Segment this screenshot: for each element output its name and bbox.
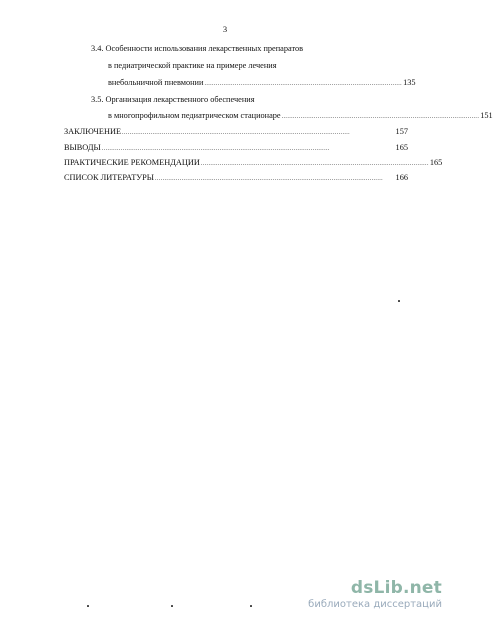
toc-entry-text: ЗАКЛЮЧЕНИЕ xyxy=(64,127,122,136)
watermark-logo: dsLib.net xyxy=(350,578,442,598)
toc-entry-text: СПИСОК ЛИТЕРАТУРЫ xyxy=(64,173,155,182)
toc-entry-page: 157 xyxy=(395,127,408,136)
toc-entry-3-4-cont xyxy=(108,61,277,71)
toc-entry-3-4-end xyxy=(108,78,416,88)
toc-entry-text: в педиатрической практике на примере лечения xyxy=(108,61,277,70)
toc-entry-text: внебольничной пневмонии xyxy=(108,78,204,87)
toc-entry-references xyxy=(64,173,408,183)
scan-speck xyxy=(250,605,252,607)
toc-entry-text: ВЫВОДЫ xyxy=(64,143,101,152)
toc-entry-findings xyxy=(64,143,408,153)
toc-entry-3-4 xyxy=(91,44,303,54)
scan-speck xyxy=(171,605,173,607)
toc-entry-text: ПРАКТИЧЕСКИЕ РЕКОМЕНДАЦИИ xyxy=(64,158,200,167)
toc-leader: ........................................................................................................ xyxy=(281,114,480,120)
toc-entry-page: 165 xyxy=(395,143,408,152)
toc-leader: ........................................................................................................................ xyxy=(155,176,384,182)
watermark-subtitle: библиотека диссертаций xyxy=(308,599,442,610)
toc-entry-page: 166 xyxy=(395,173,408,182)
toc-entry-text: 3.4. Особенности использования лекарственных препаратов xyxy=(91,44,304,53)
toc-entry-text: в многопрофильном педиатрическом стационаре xyxy=(108,111,281,120)
toc-entry-3-5-end xyxy=(108,111,493,121)
toc-entry-text: 3.5. Организация лекарственного обеспечения xyxy=(91,95,255,104)
toc-leader: ........................................................................................................................ xyxy=(101,146,330,152)
toc-leader: ........................................................................................................ xyxy=(204,81,403,87)
toc-entry-recommendations xyxy=(64,158,443,168)
watermark xyxy=(302,578,442,610)
toc-entry-conclusion xyxy=(64,127,408,137)
toc-leader: ........................................................................................................................ xyxy=(122,130,351,136)
toc-entry-page: 165 xyxy=(429,158,443,167)
toc-entry-3-5 xyxy=(91,95,255,105)
page-number: 3 xyxy=(222,24,228,34)
scan-speck xyxy=(398,300,400,302)
toc-entry-page: 135 xyxy=(403,78,416,87)
scan-speck xyxy=(87,605,89,607)
toc-leader: ........................................................................................................................ xyxy=(200,161,429,167)
toc-entry-page: 151 xyxy=(480,111,493,120)
